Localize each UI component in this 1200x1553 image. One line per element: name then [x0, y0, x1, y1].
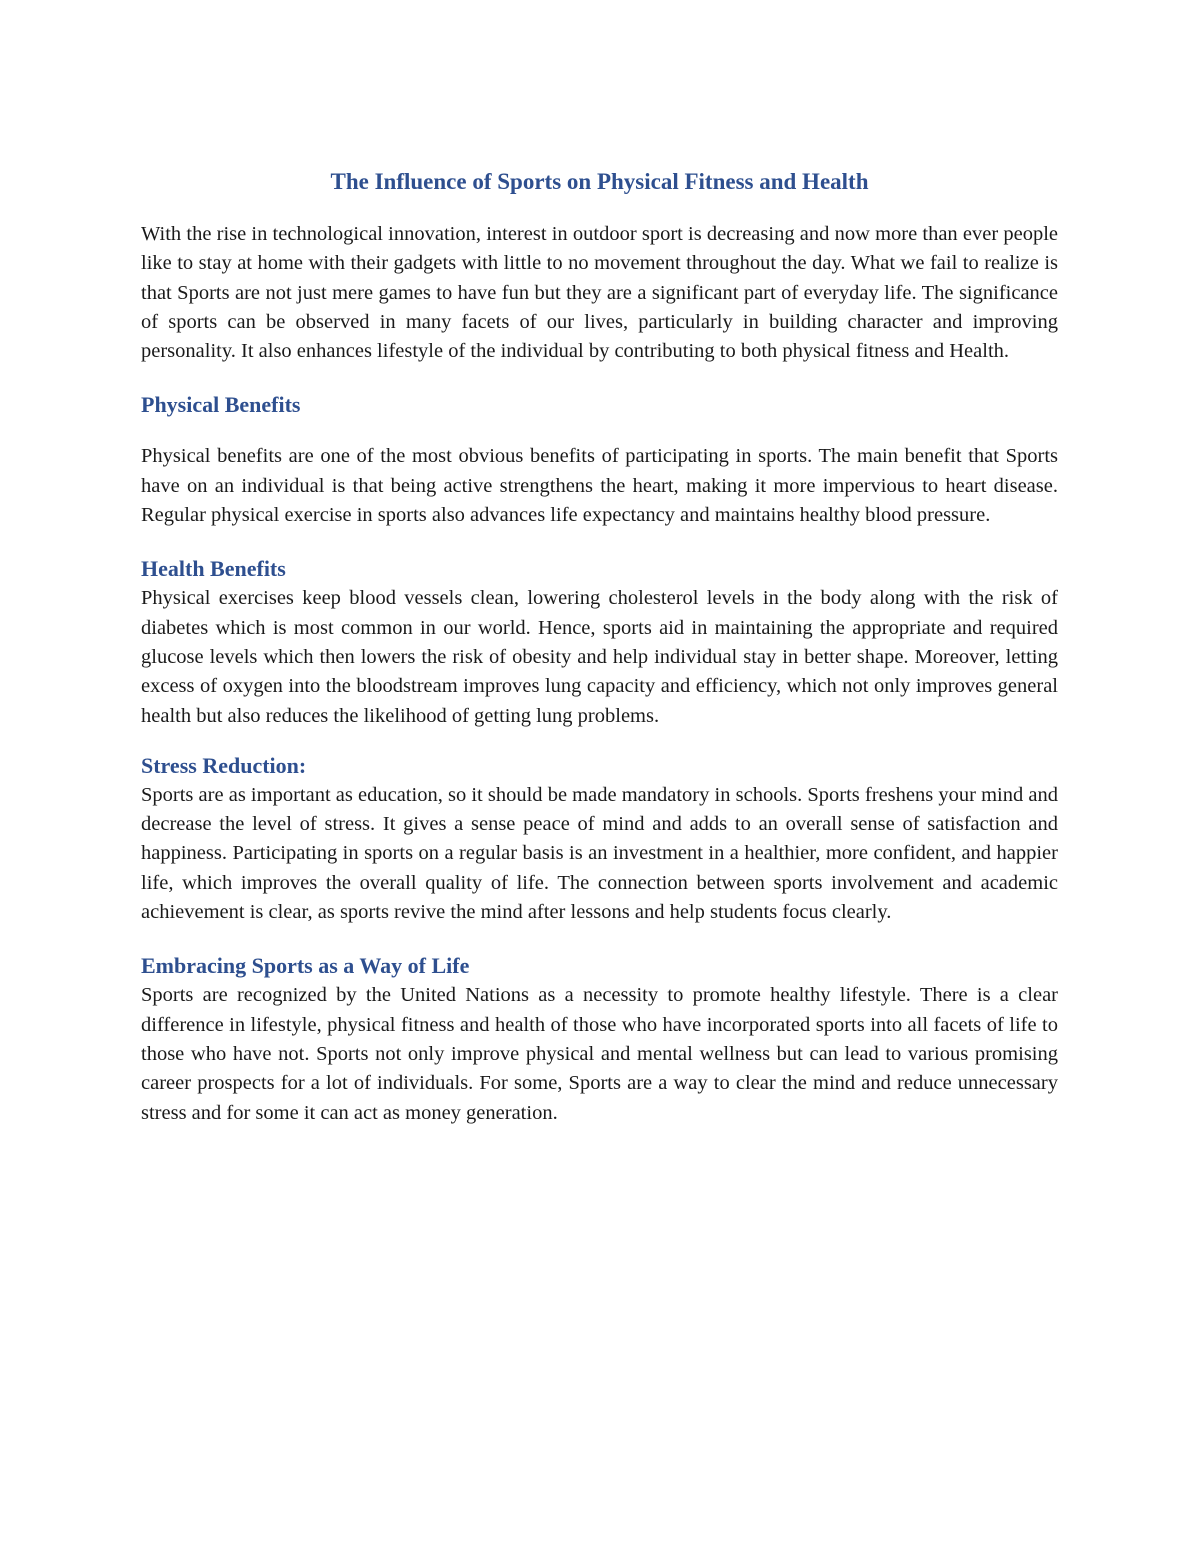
intro-paragraph: With the rise in technological innovation, interest in outdoor sport is decreasing and now more than ever people like to stay at home with their gadgets with little to no movement throughout the day. What we fail to realize is that Sports are not just mere games to have fun but they are a significant part of everyday life. The significance of sports can be observed in many facets of our lives, particularly in building character and improving personality. It also enhances lifestyle of the individual by contributing to both physical fitness and Health.	[141, 223, 1058, 363]
section-heading-physical-benefits: Physical Benefits	[141, 392, 301, 418]
section-body-embracing-sports: Sports are recognized by the United Nations as a necessity to promote healthy lifestyle. There is a clear difference in lifestyle, physical fitness and health of those who have incorporated sports into all facets of life to those who have not. Sports not only improve physical and mental wellness but can lead to various promising career prospects for a lot of individuals. For some, Sports are a way to clear the mind and reduce unnecessary stress and for some it can act as money generation.	[141, 984, 1058, 1124]
section-body-stress-reduction: Sports are as important as education, so it should be made mandatory in schools. Sports freshens your mind and decrease the level of stress. It gives a sense peace of mind and adds to an overall sense of satisfaction and happiness. Participating in sports on a regular basis is an investment in a healthier, more confident, and happier life, which improves the overall quality of life. The connection between sports involvement and academic achievement is clear, as sports revive the mind after lessons and help students focus clearly.	[141, 783, 1058, 924]
section-heading-health-benefits: Health Benefits	[141, 556, 286, 582]
section-body-health-benefits: Physical exercises keep blood vessels clean, lowering cholesterol levels in the body along with the risk of diabetes which is most common in our world. Hence, sports aid in maintaining the appropriate and required glucose levels which then lowers the risk of obesity and help individual stay in better shape. Moreover, letting excess of oxygen into the bloodstream improves lung capacity and efficiency, which not only improves general health but also reduces the likelihood of getting lung problems.	[141, 587, 1058, 727]
section-body-physical-benefits: Physical benefits are one of the most obvious benefits of participating in sports. The main benefit that Sports have on an individual is that being active strengthens the heart, making it more impervious to heart disease. Regular physical exercise in sports also advances life expectancy and maintains healthy blood pressure.	[141, 445, 1058, 527]
section-heading-stress-reduction: Stress Reduction:	[141, 752, 307, 778]
document-title: The Influence of Sports on Physical Fitness and Health	[330, 169, 869, 194]
document-page	[141, 166, 1058, 1128]
section-heading-embracing-sports: Embracing Sports as a Way of Life	[141, 953, 470, 979]
